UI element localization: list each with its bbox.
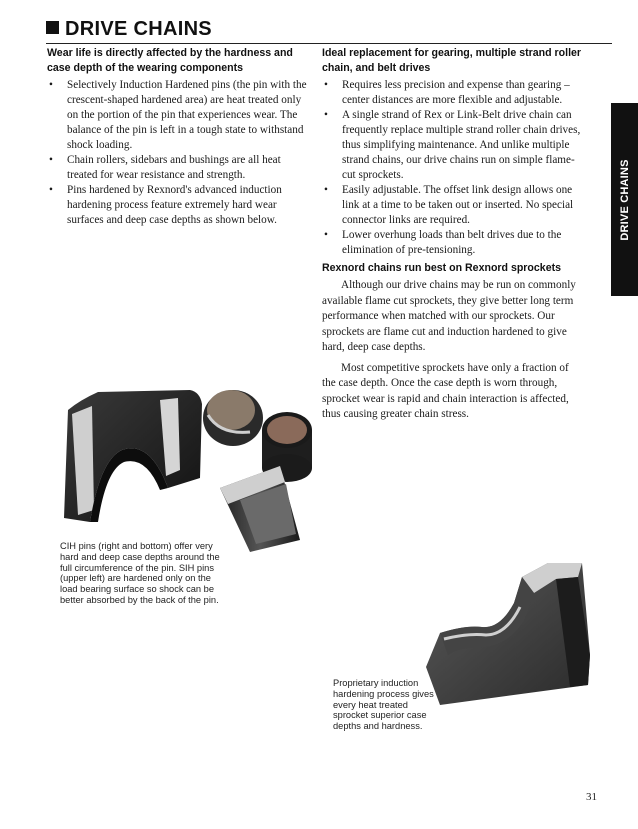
side-tab-label: DRIVE CHAINS	[618, 158, 631, 241]
pins-photo-icon	[50, 370, 350, 555]
list-item: • Selectively Induction Hardened pins (the pin with the crescent-shaped hardened area) are heat treated only on the portion of the pin that experiences wear. The balance of the pin is left in a tough state to withstand shock loading.	[47, 78, 312, 153]
right-bullet-list	[322, 78, 584, 258]
list-item: • Easily adjustable. The offset link design allows one link at a time to be taken out or inserted. No special connector links are required.	[322, 183, 584, 228]
list-item: • Requires less precision and expense than gearing – center distances are more flexible and adjustable.	[322, 78, 584, 108]
paragraph: Although our drive chains may be run on commonly available flame cut sprockets, they give better long term performance when matched with our sprockets. Our sprockets are flame cut and induction hardened to give hard, deep case depths.	[322, 279, 576, 353]
list-item: • Pins hardened by Rexnord's advanced induction hardening process feature extremely hard wear surfaces and deep case depths as shown below.	[47, 183, 312, 228]
page-title	[46, 18, 212, 41]
paragraph: Most competitive sprockets have only a fraction of the case depth. Once the case depth is worn through, sprocket wear is rapid and chain interaction is affected, thus causing greater chain stress.	[322, 361, 569, 420]
left-heading: Wear life is directly affected by the hardness and case depth of the wearing components	[47, 47, 293, 74]
pins-caption: CIH pins (right and bottom) offer very hard and deep case depths around the full circumference of the pin. SIH pins (upper left) are hardened only on the load bearing surface so shock can be better absorbed by the back of the pin.	[60, 541, 220, 605]
sprocket-caption: Proprietary induction hardening process gives every heat treated sprocket superior case depths and hardness.	[333, 678, 434, 732]
sprockets-subheading: Rexnord chains run best on Rexnord sprockets	[322, 262, 562, 274]
header-rule	[46, 43, 612, 44]
side-tab	[611, 103, 638, 296]
right-heading: Ideal replacement for gearing, multiple strand roller chain, and belt drives	[322, 47, 582, 74]
list-item: • Chain rollers, sidebars and bushings are all heat treated for wear resistance and strength.	[47, 153, 312, 183]
sprocket-tooth-photo-icon	[420, 555, 620, 715]
left-bullet-list	[47, 78, 312, 228]
page-number: 31	[586, 791, 597, 803]
square-bullet-icon	[46, 21, 59, 34]
left-column	[47, 46, 312, 228]
list-item: • Lower overhung loads than belt drives due to the elimination of pre-tensioning.	[322, 228, 584, 258]
page-title-text: DRIVE CHAINS	[65, 18, 212, 40]
list-item: • A single strand of Rex or Link-Belt drive chain can frequently replace multiple strand roller chain drives, thus simplifying maintenance. And unlike multiple strand chains, our drive chains run on simple flame-cut sprockets.	[322, 108, 584, 183]
right-column	[322, 46, 584, 423]
